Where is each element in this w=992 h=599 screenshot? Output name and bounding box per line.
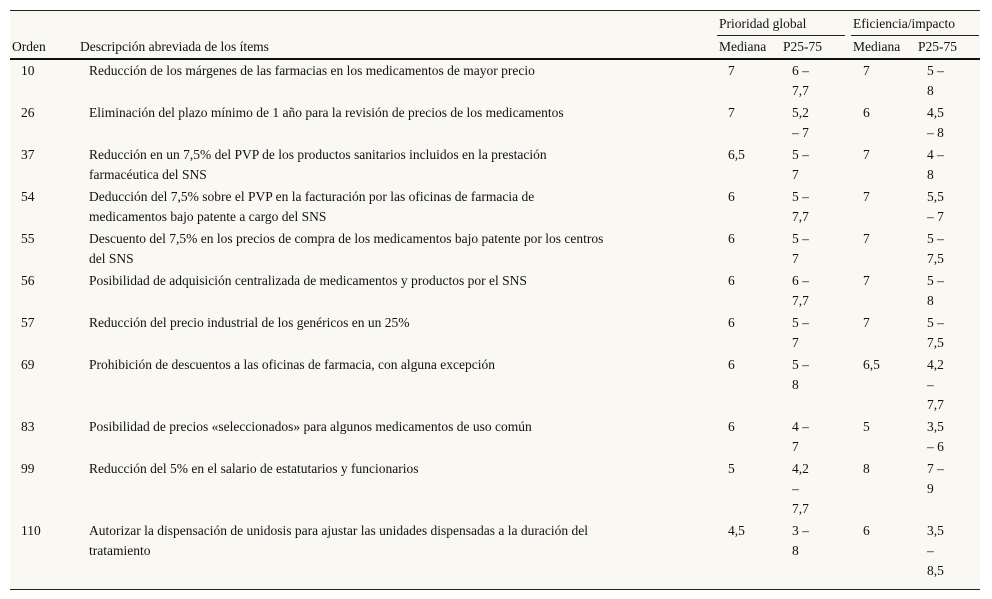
header-p25-75-prioridad: P25-75 xyxy=(783,39,823,54)
row-mediana-prioridad: 7 xyxy=(728,63,735,78)
row-mediana-eficiencia: 7 xyxy=(863,63,870,78)
row-p25-75-eficiencia-line: 5 – xyxy=(927,231,944,246)
row-p25-75-eficiencia-line: – 8 xyxy=(927,125,944,140)
row-p25-75-prioridad-line: 5,2 xyxy=(792,105,809,120)
row-orden: 69 xyxy=(21,357,35,372)
row-description-line-2: tratamiento xyxy=(89,543,151,558)
row-p25-75-eficiencia-line: 9 xyxy=(927,481,934,496)
row-p25-75-eficiencia-line: 7,5 xyxy=(927,335,944,350)
row-p25-75-eficiencia-line: 8 xyxy=(927,293,934,308)
header-p25-75-eficiencia: P25-75 xyxy=(918,39,958,54)
row-p25-75-prioridad-line: 5 – xyxy=(792,357,809,372)
row-p25-75-prioridad-line: 4 – xyxy=(792,419,809,434)
row-p25-75-eficiencia-line: 8 xyxy=(927,83,934,98)
row-p25-75-eficiencia-line: 7,7 xyxy=(927,397,944,412)
row-description-line-1: Reducción de los márgenes de las farmacias en los medicamentos de mayor precio xyxy=(89,63,535,78)
row-description-line-2: farmacéutica del SNS xyxy=(89,167,207,182)
header-bottom-rule xyxy=(10,58,980,60)
row-p25-75-prioridad-line: 4,2 xyxy=(792,461,809,476)
row-p25-75-eficiencia-line: 7,5 xyxy=(927,251,944,266)
row-mediana-eficiencia: 6 xyxy=(863,523,870,538)
row-p25-75-eficiencia-line: 5 – xyxy=(927,63,944,78)
header-group-eficiencia-impacto: Eficiencia/impacto xyxy=(853,16,955,31)
row-p25-75-prioridad-line: 3 – xyxy=(792,523,809,538)
row-p25-75-eficiencia-line: 5 – xyxy=(927,315,944,330)
row-p25-75-prioridad-line: 5 – xyxy=(792,315,809,330)
row-description-line-1: Reducción del precio industrial de los genéricos en un 25% xyxy=(89,315,410,330)
row-orden: 26 xyxy=(21,105,35,120)
row-orden: 37 xyxy=(21,147,35,162)
row-description-line-1: Eliminación del plazo mínimo de 1 año para la revisión de precios de los medicamentos xyxy=(89,105,564,120)
row-p25-75-prioridad-line: 6 – xyxy=(792,273,809,288)
row-p25-75-prioridad-line: 7 xyxy=(792,439,799,454)
row-orden: 99 xyxy=(21,461,35,476)
row-mediana-prioridad: 6 xyxy=(728,231,735,246)
row-orden: 55 xyxy=(21,231,35,246)
row-p25-75-prioridad-line: 7 xyxy=(792,335,799,350)
row-p25-75-prioridad-line: 7 xyxy=(792,251,799,266)
header-orden: Orden xyxy=(12,39,46,54)
header-group2-underline xyxy=(851,35,979,36)
row-mediana-eficiencia: 7 xyxy=(863,189,870,204)
row-description-line-1: Deducción del 7,5% sobre el PVP en la facturación por las oficinas de farmacia de xyxy=(89,189,535,204)
row-mediana-eficiencia: 7 xyxy=(863,273,870,288)
row-orden: 83 xyxy=(21,419,35,434)
row-p25-75-prioridad-line: 5 – xyxy=(792,189,809,204)
row-p25-75-prioridad-line: 7,7 xyxy=(792,293,809,308)
row-p25-75-eficiencia-line: 3,5 xyxy=(927,419,944,434)
row-description-line-2: del SNS xyxy=(89,251,134,266)
header-descripcion: Descripción abreviada de los ítems xyxy=(80,39,269,54)
row-orden: 10 xyxy=(21,63,35,78)
row-p25-75-eficiencia-line: 3,5 xyxy=(927,523,944,538)
row-mediana-eficiencia: 7 xyxy=(863,231,870,246)
row-p25-75-eficiencia-line: – xyxy=(927,543,934,558)
row-p25-75-prioridad-line: 7,7 xyxy=(792,83,809,98)
row-description-line-2: medicamentos bajo patente a cargo del SNS xyxy=(89,209,327,224)
row-description-line-1: Reducción del 5% en el salario de estatutarios y funcionarios xyxy=(89,461,419,476)
row-mediana-prioridad: 6,5 xyxy=(728,147,745,162)
row-mediana-prioridad: 6 xyxy=(728,189,735,204)
row-p25-75-eficiencia-line: – 6 xyxy=(927,439,944,454)
row-p25-75-prioridad-line: 8 xyxy=(792,377,799,392)
row-mediana-prioridad: 7 xyxy=(728,105,735,120)
row-mediana-prioridad: 6 xyxy=(728,419,735,434)
row-description-line-1: Descuento del 7,5% en los precios de compra de los medicamentos bajo patente por los centros xyxy=(89,231,604,246)
row-p25-75-prioridad-line: 6 – xyxy=(792,63,809,78)
row-p25-75-prioridad-line: 5 – xyxy=(792,147,809,162)
row-description-line-1: Prohibición de descuentos a las oficinas de farmacia, con alguna excepción xyxy=(89,357,495,372)
row-p25-75-eficiencia-line: – xyxy=(927,377,934,392)
row-p25-75-prioridad-line: – 7 xyxy=(792,125,809,140)
row-mediana-prioridad: 6 xyxy=(728,357,735,372)
row-orden: 110 xyxy=(21,523,41,538)
row-p25-75-prioridad-line: 7 xyxy=(792,167,799,182)
row-mediana-prioridad: 6 xyxy=(728,315,735,330)
row-p25-75-eficiencia-line: 8 xyxy=(927,167,934,182)
header-group1-underline xyxy=(717,35,845,36)
row-description-line-1: Posibilidad de precios «seleccionados» para algunos medicamentos de uso común xyxy=(89,419,532,434)
row-p25-75-prioridad-line: 8 xyxy=(792,543,799,558)
row-p25-75-prioridad-line: 5 – xyxy=(792,231,809,246)
row-p25-75-prioridad-line: – xyxy=(792,481,799,496)
row-description-line-1: Posibilidad de adquisición centralizada de medicamentos y productos por el SNS xyxy=(89,273,527,288)
row-p25-75-eficiencia-line: 4,5 xyxy=(927,105,944,120)
header-mediana-prioridad: Mediana xyxy=(719,39,767,54)
header-mediana-eficiencia: Mediana xyxy=(853,39,901,54)
row-p25-75-eficiencia-line: 5 – xyxy=(927,273,944,288)
row-mediana-eficiencia: 8 xyxy=(863,461,870,476)
row-p25-75-eficiencia-line: 7 – xyxy=(927,461,944,476)
row-mediana-eficiencia: 6,5 xyxy=(863,357,880,372)
row-p25-75-eficiencia-line: – 7 xyxy=(927,209,944,224)
row-description-line-1: Autorizar la dispensación de unidosis para ajustar las unidades dispensadas a la duración del xyxy=(89,523,588,538)
row-p25-75-eficiencia-line: 4,2 xyxy=(927,357,944,372)
row-p25-75-eficiencia-line: 8,5 xyxy=(927,563,944,578)
row-mediana-eficiencia: 5 xyxy=(863,419,870,434)
row-description-line-1: Reducción en un 7,5% del PVP de los productos sanitarios incluidos en la prestación xyxy=(89,147,547,162)
row-p25-75-eficiencia-line: 5,5 xyxy=(927,189,944,204)
row-mediana-eficiencia: 7 xyxy=(863,315,870,330)
row-orden: 54 xyxy=(21,189,35,204)
row-mediana-prioridad: 6 xyxy=(728,273,735,288)
row-p25-75-prioridad-line: 7,7 xyxy=(792,501,809,516)
row-mediana-prioridad: 4,5 xyxy=(728,523,745,538)
data-table xyxy=(10,10,980,590)
row-mediana-prioridad: 5 xyxy=(728,461,735,476)
header-group-prioridad-global: Prioridad global xyxy=(719,16,807,31)
row-p25-75-eficiencia-line: 4 – xyxy=(927,147,944,162)
row-orden: 56 xyxy=(21,273,35,288)
row-mediana-eficiencia: 6 xyxy=(863,105,870,120)
row-p25-75-prioridad-line: 7,7 xyxy=(792,209,809,224)
row-orden: 57 xyxy=(21,315,35,330)
row-mediana-eficiencia: 7 xyxy=(863,147,870,162)
